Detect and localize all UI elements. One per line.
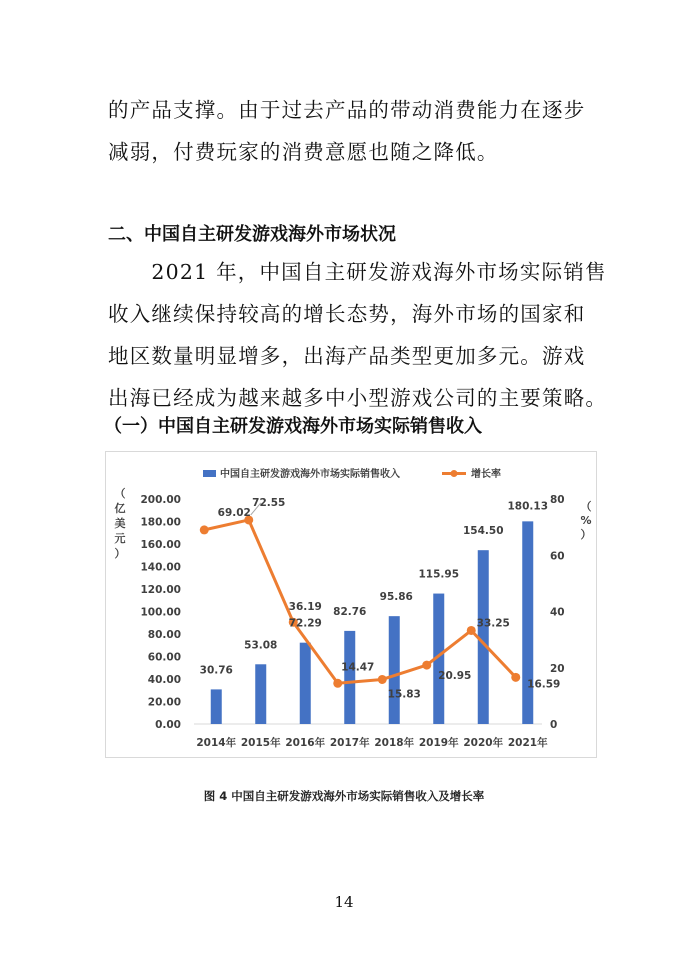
y-tick-left: 160.00 [140,539,181,551]
legend-label-line: 增长率 [471,469,501,480]
paragraph-2-line-3: 地区数量明显增多，出海产品类型更加多元。游戏 [108,344,586,368]
y-tick-right: 80 [550,494,565,506]
x-tick-label: 2020年 [463,737,504,749]
bar [344,631,355,724]
y-tick-left: 120.00 [140,584,181,596]
y-axis-left-title-char: 元 [114,532,126,545]
growth-point [511,673,520,682]
paragraph-2-line-1: 2021 年，中国自主研发游戏海外市场实际销售 [108,260,607,284]
bar-data-label: 82.76 [333,605,367,618]
line-data-label: 20.95 [438,670,472,683]
chart-container [105,451,597,758]
y-tick-left: 200.00 [140,494,181,506]
line-data-label: 69.02 [217,506,251,519]
bar-data-label: 154.50 [462,525,504,538]
y-axis-left-title-char: ） [114,547,126,560]
growth-point [200,525,209,534]
line-data-label: 15.83 [387,688,421,701]
x-tick-label: 2019年 [418,737,459,749]
y-axis-left-title-char: 美 [114,517,126,530]
page-number: 14 [334,893,354,911]
y-axis-right-title-char: ） [580,528,592,541]
y-tick-left: 80.00 [147,629,181,641]
y-tick-left: 20.00 [147,696,181,709]
paragraph-2-line-4: 出海已经成为越来越多中小型游戏公司的主要策略。 [108,386,608,410]
bar-data-label: 72.29 [288,617,322,630]
x-tick-label: 2017年 [329,737,370,749]
x-tick-label: 2021年 [507,737,548,749]
bar-data-label: 30.76 [199,664,233,677]
growth-point [467,626,476,635]
bar [522,521,533,724]
bar [389,616,400,724]
legend-label-bar: 中国自主研发游戏海外市场实际销售收入 [220,469,400,480]
y-tick-left: 40.00 [147,674,181,686]
bar-data-label: 53.08 [244,639,278,652]
x-tick-label: 2015年 [240,737,281,749]
paragraph-1-line-2: 减弱，付费玩家的消费意愿也随之降低。 [108,140,499,164]
bar [255,664,266,724]
paragraph-1-line-1: 的产品支撑。由于过去产品的带动消费能力在逐步 [108,98,586,122]
figure-caption: 图 4 中国自主研发游戏海外市场实际销售收入及增长率 [203,789,485,803]
y-tick-right: 20 [550,662,565,675]
growth-point [333,679,342,688]
y-tick-right: 60 [550,550,565,563]
growth-point [422,661,431,670]
legend-swatch-bar [203,470,216,477]
paragraph-2 [108,258,608,412]
combo-chart [106,452,598,759]
y-axis-right-title-char: % [580,514,592,527]
bar-data-label: 95.86 [379,591,413,604]
x-tick-label: 2018年 [374,737,415,749]
y-tick-right: 0 [550,719,558,731]
section-heading: 二、中国自主研发游戏海外市场状况 [108,224,396,245]
paragraph-2-line-2: 收入继续保持较高的增长态势，海外市场的国家和 [108,302,586,326]
y-axis-right-title-char: （ [580,500,592,513]
y-tick-left: 100.00 [140,606,181,619]
x-tick-label: 2016年 [285,737,326,749]
subsection-heading: （一）中国自主研发游戏海外市场实际销售收入 [104,416,482,437]
legend-marker-line [451,470,458,477]
growth-line [204,520,516,683]
y-axis-left-title-char: 亿 [114,502,126,515]
bar-data-label: 115.95 [418,568,460,581]
growth-point [378,675,387,684]
line-data-label: 14.47 [341,661,375,674]
bar [300,643,311,724]
line-data-label: 33.25 [476,617,510,630]
y-tick-left: 140.00 [140,561,181,574]
line-data-label: 72.55 [252,496,286,509]
y-axis-left-title-char: （ [114,487,126,500]
line-data-label: 16.59 [527,678,561,691]
y-tick-left: 180.00 [140,516,181,529]
y-tick-left: 60.00 [147,651,181,664]
line-data-label: 36.19 [288,601,322,614]
bar [211,689,222,724]
y-tick-left: 0.00 [155,719,181,731]
y-tick-right: 40 [550,606,565,619]
paragraph-1 [108,96,588,166]
x-tick-label: 2014年 [196,737,237,749]
bar-data-label: 180.13 [507,500,549,513]
